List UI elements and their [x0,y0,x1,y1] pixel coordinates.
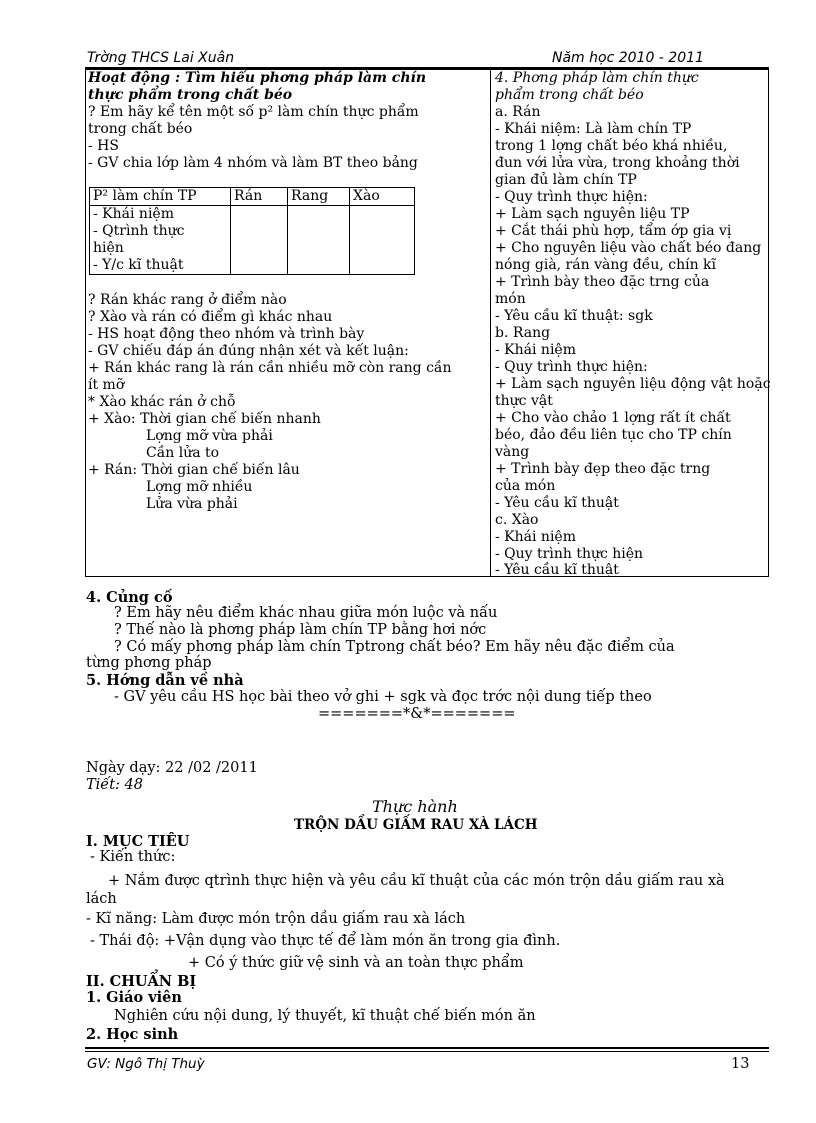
left-line: + Rán: Thời gian chế biến lâu [88,462,300,478]
homework-title: 5. Hớng dẫn về nhà [86,672,244,689]
lesson-period: Tiết: 48 [86,777,144,793]
activity-title-1: Hoạt động : Tìm hiểu phơng pháp làm chín [88,70,426,86]
left-line: - GV chia lớp làm 4 nhóm và làm BT theo bảng [88,155,418,171]
right-line: c. Xào [495,512,539,528]
right-line: - Yêu cầu kĩ thuật: sgk [495,308,653,324]
left-line: - GV chiếu đáp án đúng nhận xét và kết luận: [88,343,409,359]
preparation-heading: II. CHUẨN BỊ [86,973,197,990]
table-cell [231,206,288,275]
comparison-table [89,187,415,275]
lesson-subtitle: Thực hành [372,797,458,816]
right-line: - Quy trình thực hiện: [495,359,648,375]
right-line: thực vật [495,393,553,409]
left-line: ? Rán khác rang ở điểm nào [88,292,287,308]
page-number: 13 [731,1056,750,1072]
right-line: + Làm sạch nguyên liệu động vật hoặc [495,376,771,392]
right-line: + Cho vào chảo 1 lợng rất ít chất [495,410,731,426]
school-year: Năm học 2010 - 2011 [552,50,704,66]
consolidation-title: 4. Củng cố [86,589,173,606]
footer-rule [85,1047,769,1049]
right-line: đun với lửa vừa, trong khoảng thời [495,155,740,171]
left-line: trong chất béo [88,121,193,137]
left-line: Lợng mỡ nhiều [146,479,253,495]
right-line: của món [495,478,556,494]
right-line: - Quy trình thực hiện: [495,189,648,205]
left-line: ? Xào và rán có điểm gì khác nhau [88,309,333,325]
consolidation-line: từng phơng pháp [86,655,212,671]
table-cell [350,206,415,275]
right-line: + Trình bày theo đặc trng của [495,274,710,290]
right-line: a. Rán [495,104,541,120]
table-row-label [90,206,231,275]
left-line: Lợng mỡ vừa phải [146,428,273,444]
teacher-heading: 1. Giáo viên [86,989,182,1006]
right-line: trong 1 lợng chất béo khá nhiều, [495,138,728,154]
knowledge-line: + Nắm được qtrình thực hiện và yêu cầu kĩ thuật của các món trộn dầu giấm rau xà [108,873,725,889]
right-title-1: 4. Phơng pháp làm chín thực [495,70,699,86]
footer-rule [85,1051,769,1052]
table-header: Xào [350,188,415,206]
knowledge-line: lách [86,891,117,907]
left-line: + Rán khác rang là rán cần nhiều mỡ còn rang cần [88,360,452,376]
left-line: Cần lửa to [146,445,220,461]
left-line: + Xào: Thời gian chế biến nhanh [88,411,321,427]
left-line: - HS [88,138,119,154]
school-name: Trờng THCS Lai Xuân [87,50,235,66]
left-line: ? Em hãy kể tên một số p² làm chín thực phẩm [88,104,419,120]
right-line: - Yêu cầu kĩ thuật [495,495,619,511]
right-line: vàng [495,444,530,460]
attitude-line: - Thái độ: +Vận dụng vào thực tế để làm món ăn trong gia đình. [90,933,561,949]
left-line: * Xào khác rán ở chỗ [88,394,236,410]
activity-title-2: thực phẩm trong chất béo [88,87,293,103]
right-line: món [495,291,526,307]
skill-line: - Kĩ năng: Làm được món trộn dầu giấm rau xà lách [86,911,466,927]
row-label-line: - Y/c kĩ thuật [93,257,184,273]
right-line: gian đủ làm chín TP [495,172,637,188]
right-line: - Yêu cầu kĩ thuật [495,562,619,578]
table-header: Rán [231,188,288,206]
left-line: ít mỡ [88,377,125,393]
separator: =======*&*======= [318,706,516,722]
right-line: nóng già, rán vàng đều, chín kĩ [495,257,717,273]
table-cell [288,206,350,275]
left-line: - HS hoạt động theo nhóm và trình bày [88,326,365,342]
left-line: Lửa vừa phải [146,496,238,512]
consolidation-line: ? Có mấy phơng pháp làm chín Tptrong chất béo? Em hãy nêu đặc điểm của [114,639,675,655]
consolidation-line: ? Thế nào là phơng pháp làm chín TP bằng hơi nớc [114,622,487,638]
homework-line: - GV yêu cầu HS học bài theo vở ghi + sgk và đọc trớc nội dung tiếp theo [114,689,652,705]
attitude-line: + Có ý thức giữ vệ sinh và an toàn thực phẩm [188,955,524,971]
right-line: + Cho nguyên liệu vào chất béo đang [495,240,762,256]
lesson-title: TRỘN DẦU GIẤM RAU XÀ LÁCH [294,817,538,833]
row-label-line: - Qtrình thực [93,223,185,239]
teacher-name: GV: Ngô Thị Thuỳ [87,1056,205,1072]
right-line: + Cắt thái phù hợp, tẩm ớp gia vị [495,223,732,239]
consolidation-line: ? Em hãy nêu điểm khác nhau giữa món luộc và nấu [114,605,498,621]
column-divider [490,69,491,577]
right-line: - Khái niệm [495,529,576,545]
right-line: b. Rang [495,325,551,341]
student-heading: 2. Học sinh [86,1026,179,1043]
lesson-date: Ngày dạy: 22 /02 /2011 [86,760,258,776]
row-label-line: hiện [93,240,124,256]
knowledge-label: - Kiến thức: [90,849,176,865]
row-label-line: - Khái niệm [93,206,174,222]
right-line: - Quy trình thực hiện [495,546,644,562]
right-line: + Làm sạch nguyên liệu TP [495,206,690,222]
table-header: P² làm chín TP [90,188,231,206]
right-line: - Khái niệm [495,342,576,358]
table-header: Rang [288,188,350,206]
right-line: béo, đảo đều liên tục cho TP chín [495,427,732,443]
teacher-line: Nghiên cứu nội dung, lý thuyết, kĩ thuật chế biến món ăn [114,1008,536,1024]
right-line: - Khái niệm: Là làm chín TP [495,121,692,137]
objectives-heading: I. MỤC TIÊU [86,833,190,850]
right-line: + Trình bày đẹp theo đặc trng [495,461,711,477]
right-title-2: phẩm trong chất béo [495,87,644,103]
